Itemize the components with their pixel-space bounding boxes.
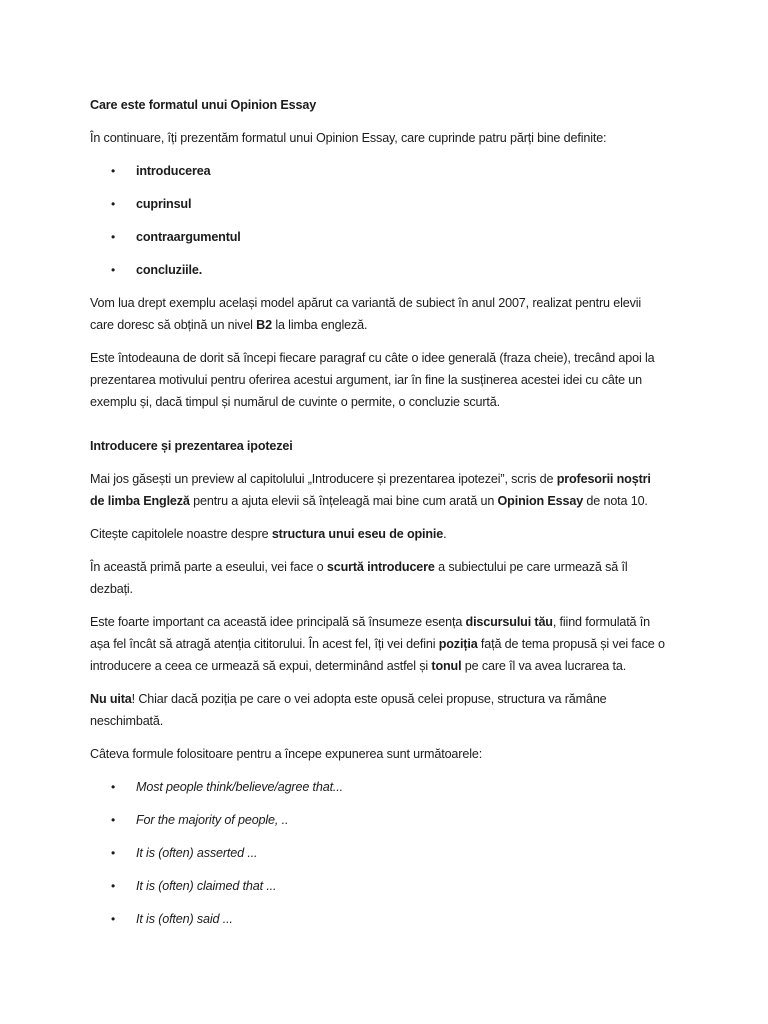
paragraph-formulas-intro: Câteva formule folositoare pentru a începe expunerea sunt următoarele: [90, 747, 483, 761]
list-item: • For the majority of people, .. [90, 809, 668, 831]
heading-introduction-hypothesis: Introducere și prezentarea ipotezei [90, 439, 293, 453]
bullet-icon: • [111, 164, 116, 178]
bullet-icon: • [111, 780, 116, 794]
list-item: • Most people think/believe/agree that... [90, 776, 668, 798]
heading-opinion-essay-format: Care este formatul unui Opinion Essay [90, 98, 317, 112]
paragraph-preview: Mai jos găsești un preview al capitolului „Introducere și prezentarea ipotezei”, scris de profesorii noștri de limba Engleză pentru a ajuta elevii să înțeleagă mai bine cum arată un Opinion Essay de nota 10. [90, 472, 651, 508]
bullet-icon: • [111, 879, 116, 893]
bullet-icon: • [111, 197, 116, 211]
bullet-icon: • [111, 263, 116, 277]
paragraph-first-part: În această primă parte a eseului, vei face o scurtă introducere a subiectului pe care urmează să îl dezbați. [90, 560, 628, 596]
list-item: • concluziile. [90, 259, 668, 281]
bullet-icon: • [111, 230, 116, 244]
paragraph-intro: În continuare, îți prezentăm formatul unui Opinion Essay, care cuprinde patru părți bine definite: [90, 131, 607, 145]
list-item: • It is (often) said ... [90, 908, 668, 930]
bullet-icon: • [111, 912, 116, 926]
list-item: • cuprinsul [90, 193, 668, 215]
bullet-icon: • [111, 813, 116, 827]
list-item: • It is (often) claimed that ... [90, 875, 668, 897]
list-item: • contraargumentul [90, 226, 668, 248]
paragraph-example: Vom lua drept exemplu același model apărut ca variantă de subiect în anul 2007, realizat pentru elevii care doresc să obțină un nivel B2 la limba engleză. [90, 296, 642, 332]
paragraph-read-chapters: Citește capitolele noastre despre structura unui eseu de opinie. [90, 527, 447, 541]
list-item: • It is (often) asserted ... [90, 842, 668, 864]
paragraph-importance: Este foarte important ca această idee principală să însumeze esența discursului tău, fiind formulată în așa fel încât să atragă atenția cititorului. În acest fel, îți vei defini poziția față de tema propusă și vei face o introducere a ceea ce urmează să expui, determinând astfel și tonul pe care îl va avea lucrarea ta. [90, 615, 665, 673]
paragraph-advice: Este întodeauna de dorit să începi fiecare paragraf cu câte o idee generală (fraza cheie), trecând apoi la prezentarea motivului pentru oferirea acestui argument, iar în fine la susținerea acestei idei cu câte un exemplu și, dacă timpul și numărul de cuvinte o permite, o concluzie scurtă. [90, 351, 655, 409]
parts-list [90, 160, 668, 281]
paragraph-note: Nu uita! Chiar dacă poziția pe care o vei adopta este opusă celei propuse, structura va rămâne neschimbată. [90, 692, 607, 728]
list-item: • introducerea [90, 160, 668, 182]
formulas-list [90, 776, 668, 930]
bullet-icon: • [111, 846, 116, 860]
